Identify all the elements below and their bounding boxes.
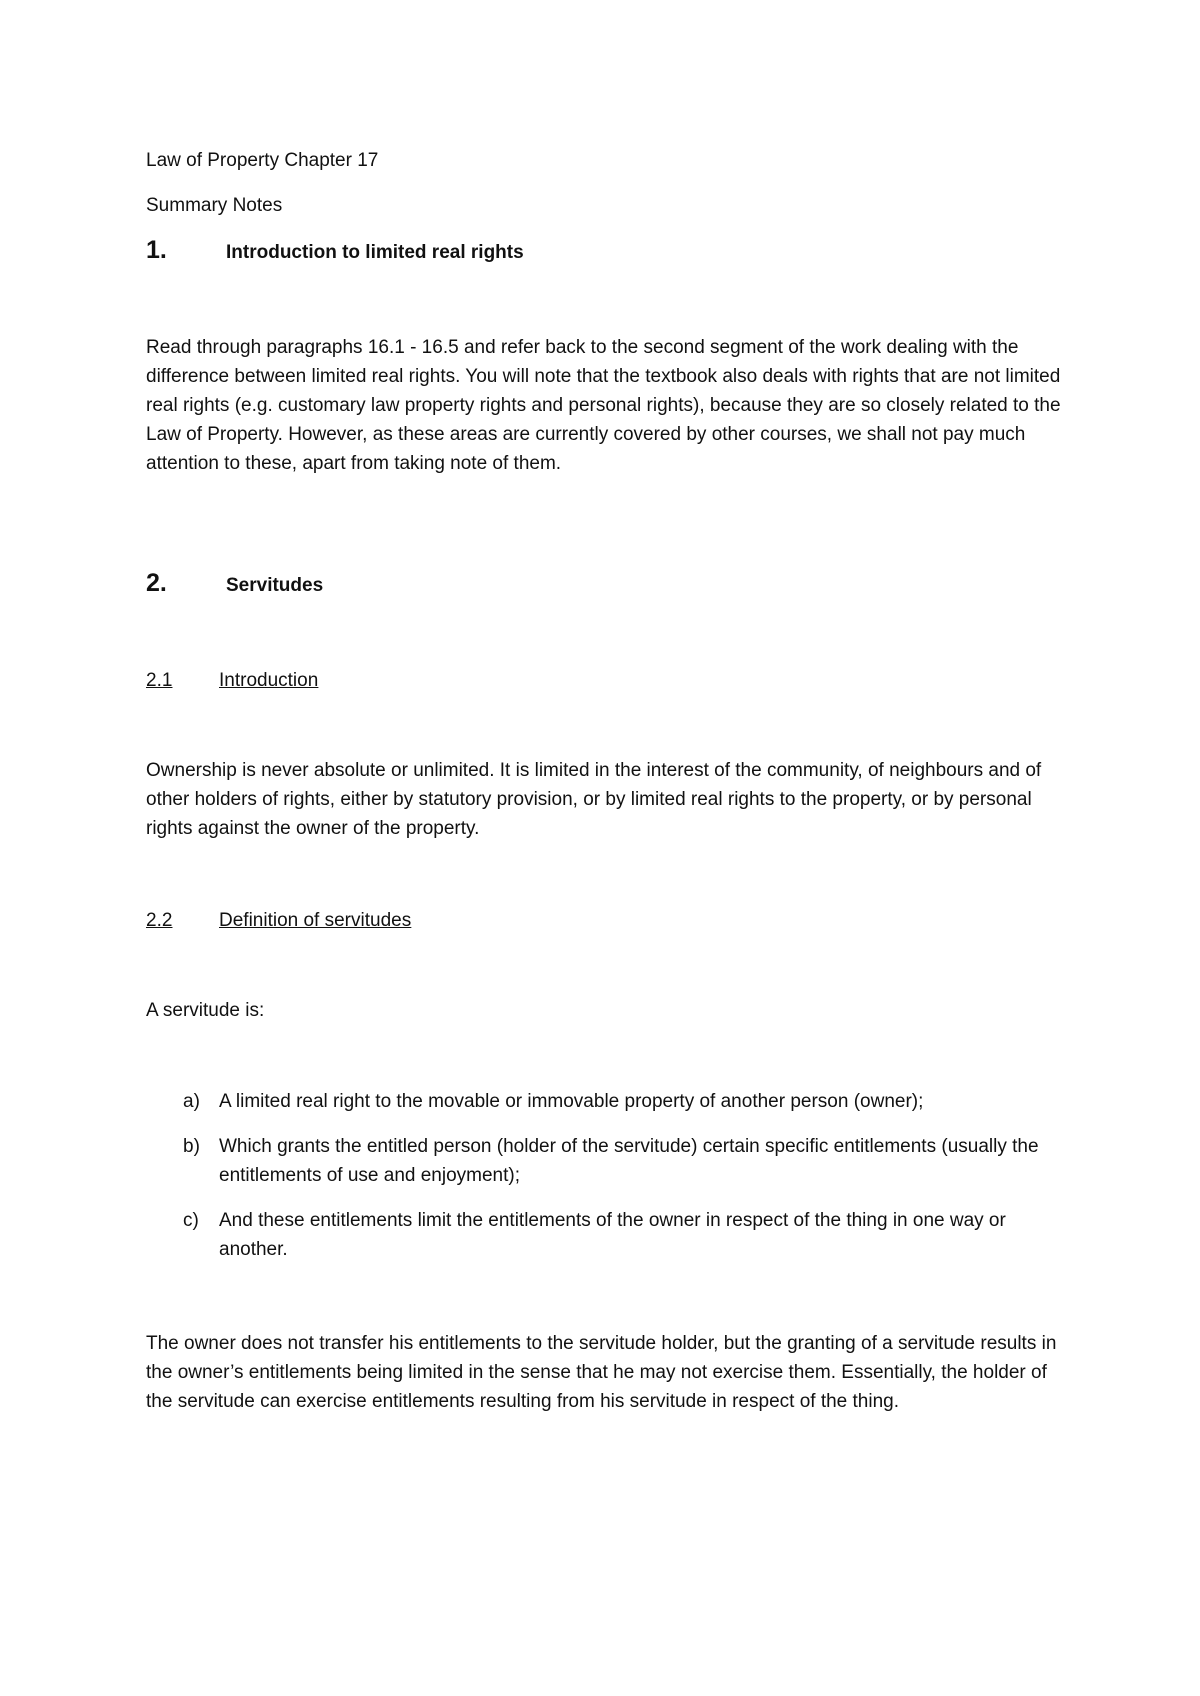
- document-subtitle: Summary Notes: [146, 195, 283, 216]
- list-marker: b): [183, 1136, 200, 1157]
- list-item: [183, 1087, 1063, 1116]
- subsection-2-1-heading: [146, 666, 318, 695]
- section-2-heading: [146, 569, 1066, 601]
- list-marker: c): [183, 1210, 199, 1231]
- section-2-title: Servitudes: [226, 575, 324, 596]
- subsection-2-2-title: Definition of servitudes: [219, 910, 412, 931]
- section-1-number: 1.: [146, 236, 167, 264]
- document-title: Law of Property Chapter 17: [146, 150, 379, 171]
- list-item: [183, 1132, 1063, 1190]
- subsection-2-2-heading: [146, 906, 411, 935]
- list-item-text: A limited real right to the movable or immovable property of another person (owner);: [219, 1091, 924, 1112]
- servitude-definition-list: [183, 1087, 1063, 1280]
- section-2-number: 2.: [146, 569, 167, 597]
- subsection-2-1-title: Introduction: [219, 670, 319, 691]
- subsection-2-2-number: 2.2: [146, 910, 173, 931]
- subsection-2-2-paragraph: The owner does not transfer his entitlements to the servitude holder, but the granting of a servitude results in the owner’s entitlements being limited in the sense that he may not exercise them. Essentially, the holder of the servitude can exercise entitlements resulting from his servitude in respect of the thing.: [146, 1333, 1057, 1412]
- section-1-heading: [146, 236, 1066, 268]
- subsection-2-1-paragraph: Ownership is never absolute or unlimited. It is limited in the interest of the community, of neighbours and of other holders of rights, either by statutory provision, or by limited real rights to the property, or by personal rights against the owner of the property.: [146, 760, 1042, 839]
- section-1-title: Introduction to limited real rights: [226, 242, 524, 263]
- servitude-definition-intro: A servitude is:: [146, 1000, 265, 1021]
- list-item: [183, 1206, 1063, 1264]
- list-item-text: Which grants the entitled person (holder of the servitude) certain specific entitlements (usually the entitlements of use and enjoyment);: [219, 1136, 1039, 1186]
- list-marker: a): [183, 1091, 200, 1112]
- list-item-text: And these entitlements limit the entitlements of the owner in respect of the thing in one way or another.: [219, 1210, 1006, 1260]
- section-1-paragraph: Read through paragraphs 16.1 - 16.5 and refer back to the second segment of the work dealing with the difference between limited real rights. You will note that the textbook also deals with rights that are not limited real rights (e.g. customary law property rights and personal rights), because they are so closely related to the Law of Property. However, as these areas are currently covered by other courses, we shall not pay much attention to these, apart from taking note of them.: [146, 337, 1061, 474]
- subsection-2-1-number: 2.1: [146, 670, 173, 691]
